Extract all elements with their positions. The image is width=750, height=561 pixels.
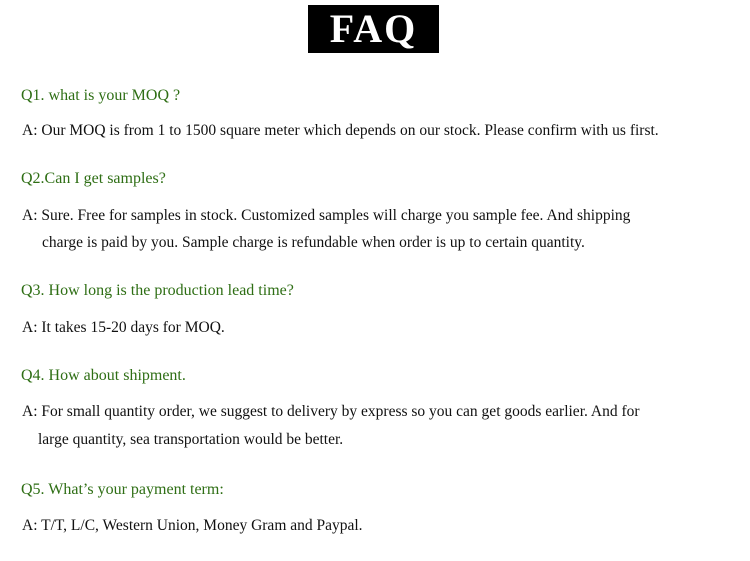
faq-answer-4-line-1: A: For small quantity order, we suggest to delivery by express so you can get goods earlier. And for xyxy=(22,403,640,420)
faq-question-4: Q4. How about shipment. xyxy=(21,367,186,384)
faq-answer-3: A: It takes 15-20 days for MOQ. xyxy=(22,319,225,336)
faq-answer-5: A: T/T, L/C, Western Union, Money Gram and Paypal. xyxy=(22,517,363,534)
faq-question-3: Q3. How long is the production lead time? xyxy=(21,282,294,299)
faq-title: FAQ xyxy=(308,5,439,53)
faq-question-2: Q2.Can I get samples? xyxy=(21,170,166,187)
faq-answer-4-line-2: large quantity, sea transportation would be better. xyxy=(38,431,344,448)
faq-question-1: Q1. what is your MOQ ? xyxy=(21,87,181,104)
faq-answer-1: A: Our MOQ is from 1 to 1500 square meter which depends on our stock. Please confirm with us first. xyxy=(22,122,659,139)
faq-answer-2-line-2: charge is paid by you. Sample charge is refundable when order is up to certain quantity. xyxy=(42,234,585,251)
faq-question-5: Q5. What’s your payment term: xyxy=(21,481,224,498)
faq-answer-2-line-1: A: Sure. Free for samples in stock. Customized samples will charge you sample fee. And shipping xyxy=(22,207,631,224)
